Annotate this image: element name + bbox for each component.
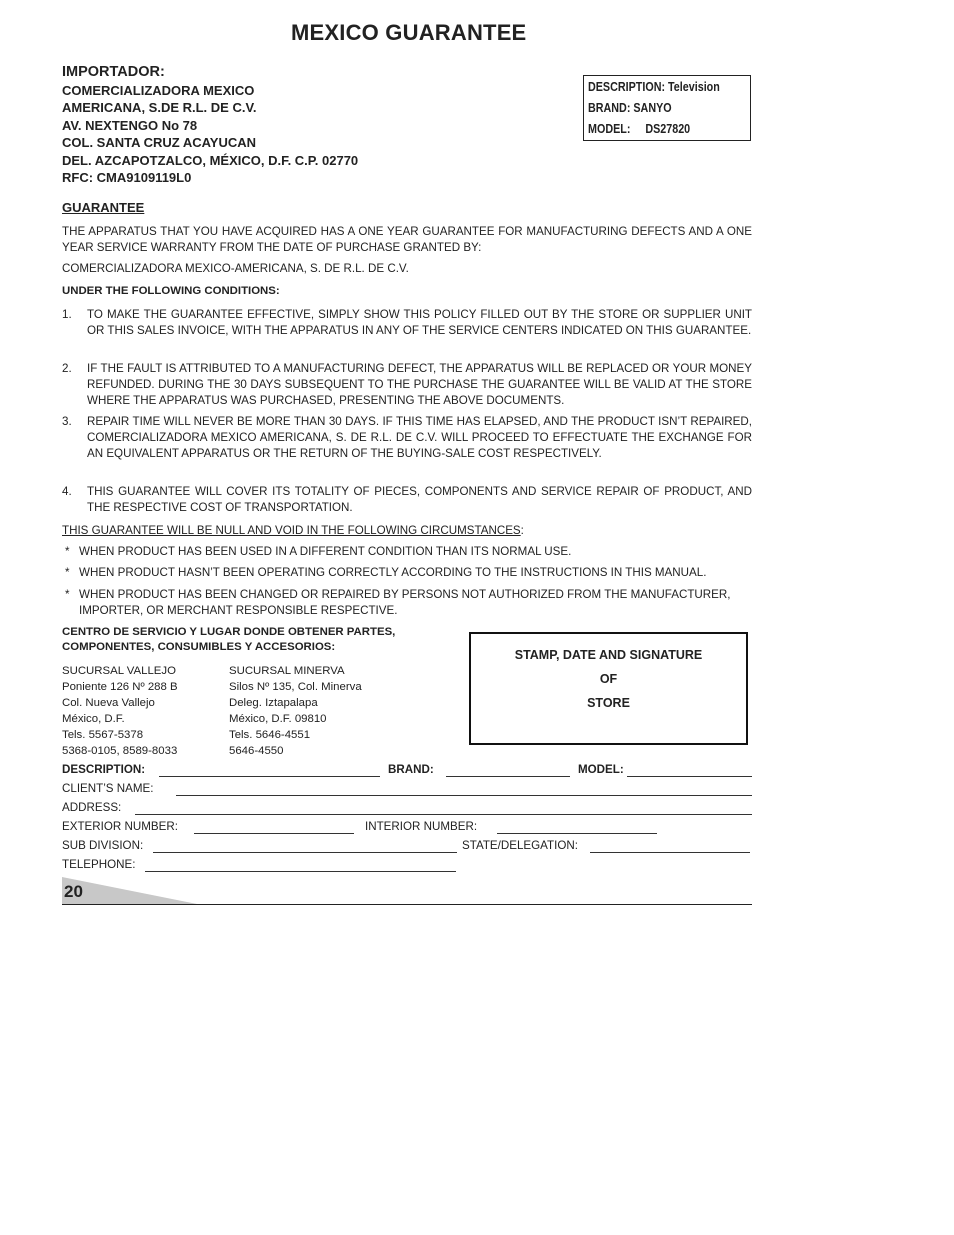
- client-name-field[interactable]: [176, 795, 752, 796]
- store-stamp-box: [469, 632, 748, 745]
- importer-line: COMERCIALIZADORA MEXICO: [62, 83, 255, 98]
- address-field[interactable]: [135, 814, 752, 815]
- branch-line: 5646-4550: [229, 745, 284, 757]
- bullet-star: *: [65, 545, 70, 558]
- importer-line: COL. SANTA CRUZ ACAYUCAN: [62, 135, 257, 151]
- condition-number: 1.: [62, 308, 72, 321]
- condition-number: 4.: [62, 485, 72, 498]
- model-field[interactable]: [627, 776, 752, 777]
- bullet-star: *: [65, 566, 70, 579]
- telephone-field[interactable]: [145, 871, 456, 872]
- page-number-tab: [62, 877, 202, 905]
- telephone-label: TELEPHONE:: [62, 858, 136, 871]
- branch-vallejo: [62, 663, 178, 759]
- condition-number: 2.: [62, 362, 72, 375]
- null-void-item: [62, 544, 752, 560]
- importer-line: AV. NEXTENGO No 78: [62, 117, 198, 133]
- branch-line: Silos Nº 135, Col. Minerva: [229, 681, 362, 693]
- branch-line: Poniente 126 Nº 288 B: [62, 681, 178, 693]
- exterior-number-label: EXTERIOR NUMBER:: [62, 820, 178, 833]
- null-void-text: WHEN PRODUCT HAS BEEN CHANGED OR REPAIRED BY PERSONS NOT AUTHORIZED FROM THE MANUFACTURER, IMPORTER, OR MERCHANT RESPONSIBLE RESPECTIVE.: [79, 588, 731, 617]
- form-row-subdivision: [62, 839, 752, 855]
- branch-line: SUCURSAL VALLEJO: [62, 665, 176, 677]
- condition-text: THIS GUARANTEE WILL COVER ITS TOTALITY OF PIECES, COMPONENTS AND SERVICE REPAIR OF PRODUCT, AND THE RESPECTIVE COST OF TRANSPORTATION.: [87, 485, 752, 514]
- null-void-text: WHEN PRODUCT HASN’T BEEN OPERATING CORRECTLY ACCORDING TO THE INSTRUCTIONS IN THIS MANUAL.: [79, 566, 707, 579]
- stamp-line: OF: [599, 672, 618, 686]
- brand-label: BRAND:: [388, 763, 434, 776]
- form-row-telephone: [62, 858, 752, 874]
- page-title: MEXICO GUARANTEE: [291, 20, 527, 45]
- form-row-client: [62, 782, 752, 798]
- branch-line: Col. Nueva Vallejo: [62, 697, 155, 709]
- product-description: DESCRIPTION: Television: [588, 80, 720, 94]
- null-void-heading: [62, 523, 524, 539]
- product-brand: BRAND: SANYO: [588, 101, 672, 115]
- guarantee-heading: GUARANTEE: [62, 200, 145, 215]
- condition-item: [62, 414, 752, 478]
- product-model: MODEL: DS27820: [588, 122, 691, 136]
- stamp-line: STORE: [587, 696, 630, 710]
- description-label: DESCRIPTION:: [62, 763, 146, 776]
- guarantee-intro: THE APPARATUS THAT YOU HAVE ACQUIRED HAS A ONE YEAR GUARANTEE FOR MANUFACTURING DEFECTS AND A ONE YEAR SERVICE WARRANTY FROM THE DATE OF PURCHASE GRANTED BY:: [62, 225, 752, 254]
- form-row-numbers: [62, 820, 752, 836]
- condition-text: REPAIR TIME WILL NEVER BE MORE THAN 30 DAYS. IF THIS TIME HAS ELAPSED, AND THE PRODUCT ISN’T REPAIRED, COMERCIALIZADORA MEXICO AMERICANA, S. DE R.L. DE C.V. WILL PROCEED TO EFFECTUATE THE EXCHANGE FOR AN EQUIVALENT APPARATUS OR THE RETURN OF THE BUYING-SALE COST RESPECTIVELY.: [87, 415, 752, 460]
- interior-number-label: INTERIOR NUMBER:: [365, 820, 478, 833]
- importer-address: [62, 82, 358, 186]
- page-number: 20: [64, 882, 83, 901]
- state-delegation-label: STATE/DELEGATION:: [462, 839, 578, 852]
- footer-divider: [62, 904, 752, 905]
- condition-item: [62, 307, 752, 355]
- service-heading-line: COMPONENTES, CONSUMIBLES Y ACCESORIOS:: [62, 641, 336, 653]
- branch-line: Tels. 5646-4551: [229, 729, 311, 741]
- sub-division-label: SUB DIVISION:: [62, 839, 144, 852]
- conditions-heading: UNDER THE FOLLOWING CONDITIONS:: [62, 285, 280, 297]
- importer-line: DEL. AZCAPOTZALCO, MÉXICO, D.F. C.P. 02770: [62, 152, 359, 168]
- form-row-product: [62, 763, 752, 779]
- guarantee-grantor: COMERCIALIZADORA MEXICO-AMERICANA, S. DE R.L. DE C.V.: [62, 262, 409, 275]
- importer-line: RFC: CMA9109119L0: [62, 170, 192, 186]
- address-label: ADDRESS:: [62, 801, 122, 814]
- exterior-number-field[interactable]: [194, 833, 354, 834]
- null-void-heading-text: THIS GUARANTEE WILL BE NULL AND VOID IN THE FOLLOWING CIRCUMSTANCES: [62, 524, 521, 537]
- brand-field[interactable]: [446, 776, 570, 777]
- service-heading-line: CENTRO DE SERVICIO Y LUGAR DONDE OBTENER PARTES,: [62, 626, 396, 638]
- branch-line: Tels. 5567-5378: [62, 729, 144, 741]
- branch-line: SUCURSAL MINERVA: [229, 665, 345, 677]
- null-void-item: [62, 565, 752, 581]
- branch-minerva: [229, 663, 362, 759]
- form-row-address: [62, 801, 752, 817]
- condition-text: TO MAKE THE GUARANTEE EFFECTIVE, SIMPLY SHOW THIS POLICY FILLED OUT BY THE STORE OR SUPPLIER UNIT OR THIS SALES INVOICE, WITH THE APPARATUS IN ANY OF THE SERVICE CENTERS INDICATED ON THIS GUARANTEE.: [87, 308, 752, 337]
- bullet-star: *: [65, 588, 70, 601]
- branch-line: México, D.F.: [62, 713, 125, 725]
- condition-number: 3.: [62, 415, 72, 428]
- state-delegation-field[interactable]: [590, 852, 750, 853]
- condition-item: [62, 361, 752, 409]
- branch-line: Deleg. Iztapalapa: [229, 697, 318, 709]
- importer-heading: IMPORTADOR:: [62, 64, 165, 80]
- stamp-line: STAMP, DATE AND SIGNATURE: [514, 648, 703, 662]
- service-centers-heading: [62, 625, 395, 655]
- client-name-label: CLIENT’S NAME:: [62, 782, 154, 795]
- sub-division-field[interactable]: [153, 852, 457, 853]
- branch-line: 5368-0105, 8589-8033: [62, 745, 178, 757]
- condition-item: [62, 484, 752, 516]
- null-void-text: WHEN PRODUCT HAS BEEN USED IN A DIFFERENT CONDITION THAN ITS NORMAL USE.: [79, 545, 572, 558]
- null-void-colon: :: [520, 524, 524, 537]
- branch-line: México, D.F. 09810: [229, 713, 327, 725]
- model-label: MODEL:: [578, 763, 624, 776]
- null-void-item: [62, 587, 752, 619]
- interior-number-field[interactable]: [497, 833, 657, 834]
- description-field[interactable]: [159, 776, 380, 777]
- condition-text: IF THE FAULT IS ATTRIBUTED TO A MANUFACTURING DEFECT, THE APPARATUS WILL BE REPLACED OR YOUR MONEY REFUNDED. DURING THE 30 DAYS SUBSEQUENT TO THE PURCHASE THE GUARANTEE WILL BE VALID AT THE STORE WHERE THE APPARATUS WAS PURCHASED, PRESENTING THE ABOVE DOCUMENTS.: [87, 362, 752, 407]
- importer-line: AMERICANA, S.DE R.L. DE C.V.: [62, 100, 257, 116]
- product-info-box: [583, 75, 751, 141]
